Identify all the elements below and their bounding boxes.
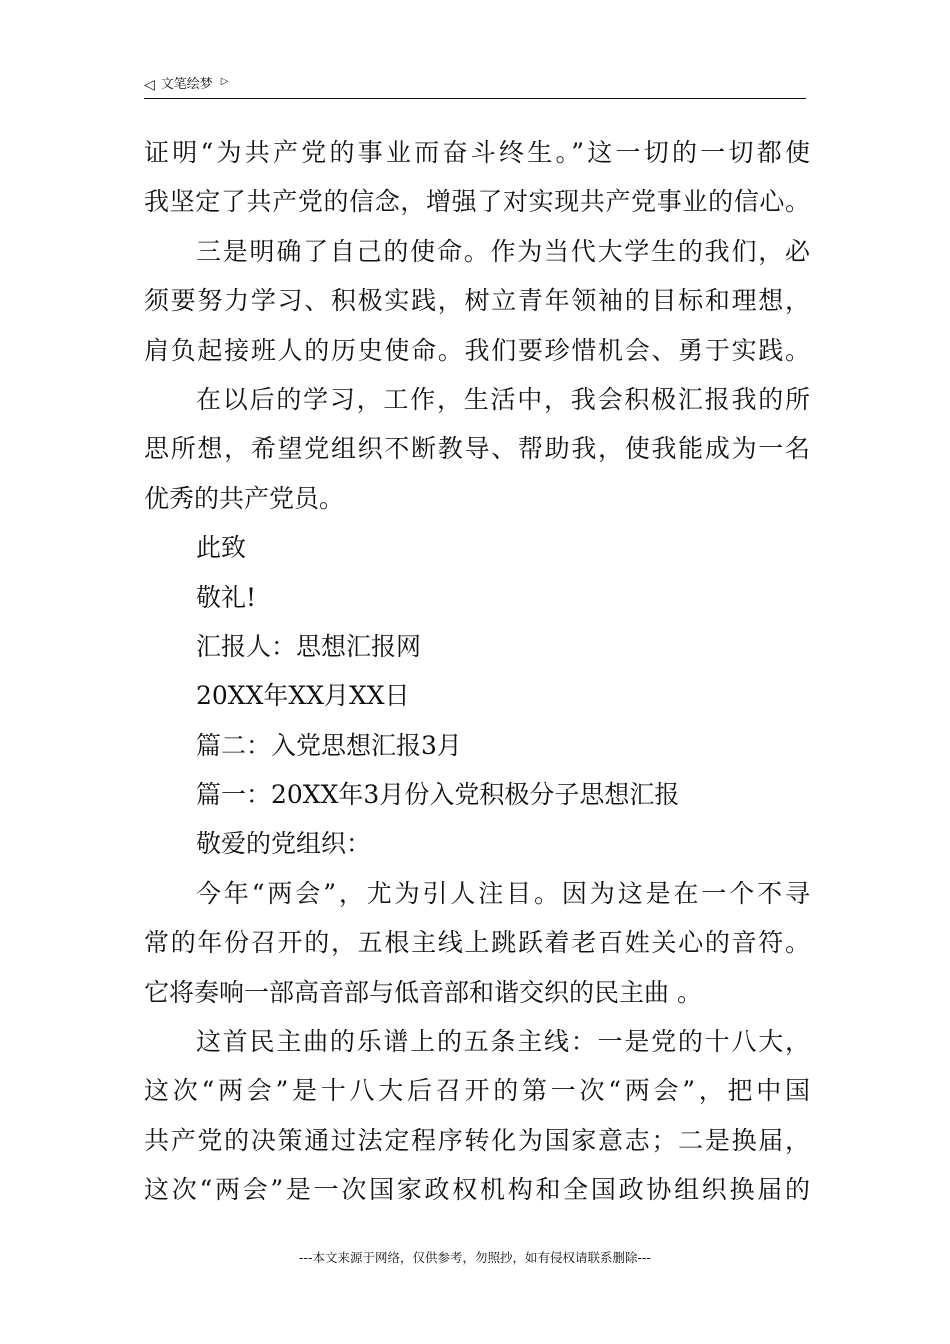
header-title: 文笔绘梦 [160, 77, 213, 92]
footer-notice: ---本文来源于网络，仅供参考，勿照抄，如有侵权请联系删除--- [298, 1250, 652, 1265]
body-line: 这次“两会”是一次国家政权机构和全国政协组织换届的 [144, 1175, 810, 1205]
body-line: 三是明确了自己的使命。作为当代大学生的我们，必 [196, 236, 810, 266]
page-header [144, 72, 806, 99]
document-body [144, 128, 810, 1215]
body-line: 我坚定了共产党的信念，增强了对实现共产党事业的信心。 [144, 187, 810, 217]
section-title: 篇二：入党思想汇报3月 [196, 730, 462, 760]
body-line: 这次“两会”是十八大后召开的第一次“两会”，把中国 [144, 1076, 810, 1106]
body-line: 常的年份召开的，五根主线上跳跃着老百姓关心的音符。 [144, 928, 810, 958]
body-line: 思所想，希望党组织不断教导、帮助我，使我能成为一名 [144, 434, 810, 464]
body-line: 共产党的决策通过法定程序转化为国家意志；二是换届， [144, 1125, 810, 1155]
right-triangle-icon: ▷ [220, 76, 229, 87]
body-line: 肩负起接班人的历史使命。我们要珍惜机会、勇于实践。 [144, 335, 810, 365]
date-line: 20XX年XX月XX日 [196, 681, 410, 711]
body-line: 它将奏响一部高音部与低音部和谐交织的民主曲 。 [144, 977, 702, 1007]
body-line: 这首民主曲的乐谱上的五条主线：一是党的十八大， [196, 1027, 810, 1057]
greeting-line: 敬爱的党组织： [196, 829, 372, 859]
body-line: 须要努力学习、积极实践，树立青年领袖的目标和理想， [144, 286, 810, 316]
body-line: 在以后的学习，工作，生活中，我会积极汇报我的所 [196, 384, 810, 414]
reporter-line: 汇报人：思想汇报网 [196, 631, 422, 661]
closing-salutation: 此致 [196, 533, 247, 563]
body-line: 证明“为共产党的事业而奋斗终生。”这一切的一切都使 [144, 138, 810, 167]
section-title: 篇一：20XX年3月份入党积极分子思想汇报 [196, 780, 680, 810]
left-triangle-icon: ◁ [144, 77, 155, 93]
closing-salutation: 敬礼! [196, 582, 257, 612]
body-line: 优秀的共产党员。 [144, 483, 345, 513]
body-line: 今年“两会”，尤为引人注目。因为这是在一个不寻 [196, 878, 810, 908]
